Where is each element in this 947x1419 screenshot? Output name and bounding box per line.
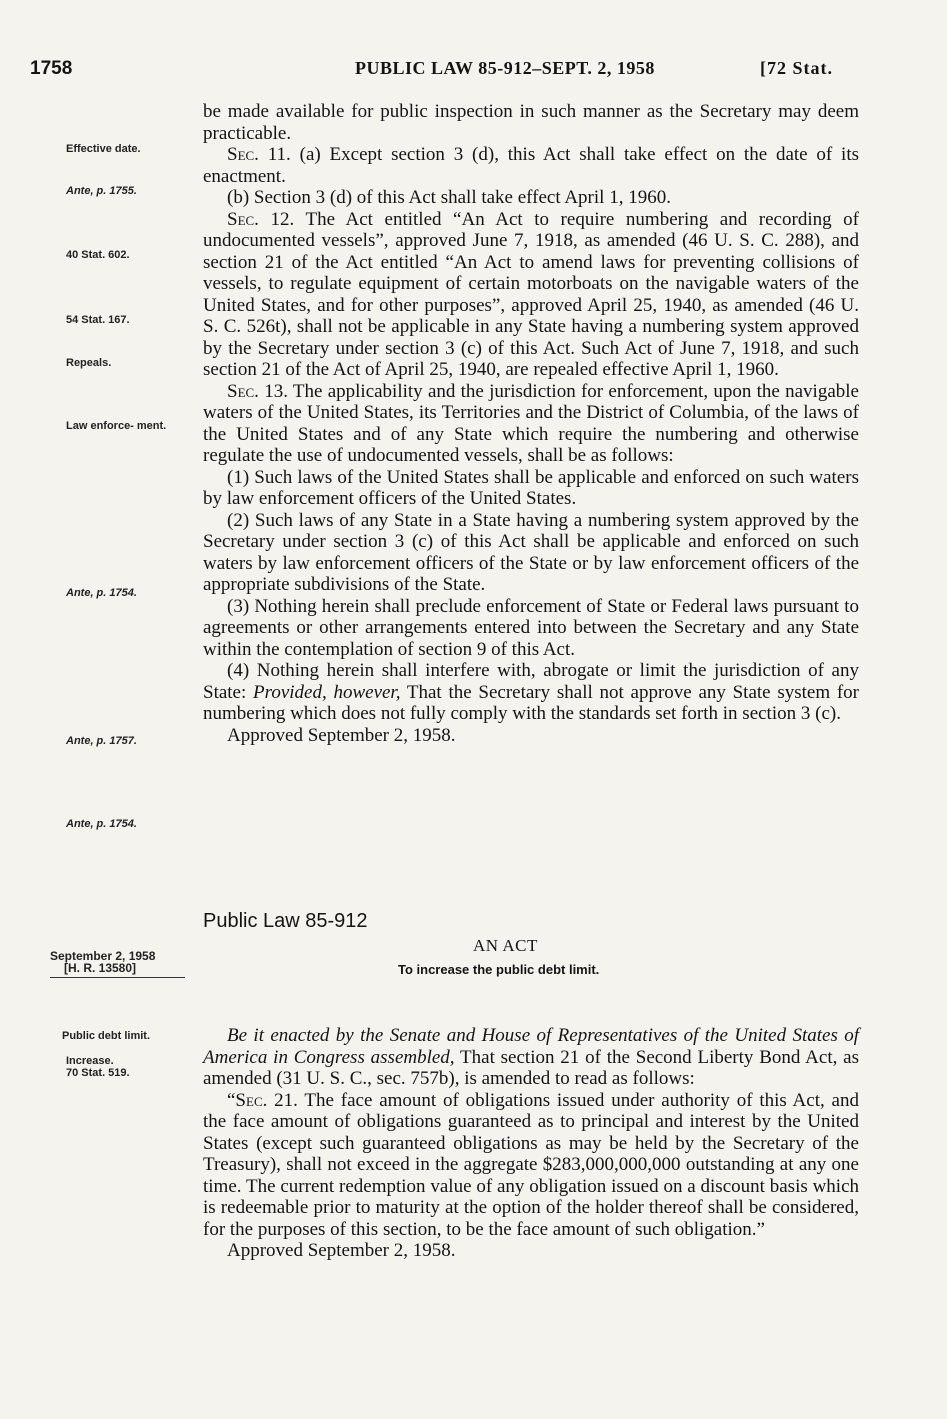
margin-note-increase: Increase. xyxy=(66,1055,114,1067)
margin-note-bill-date: September 2, 1958 xyxy=(50,949,156,963)
margin-note-effective-date: Effective date. xyxy=(66,143,141,155)
section-13-4-text-b: That the Secretary shall not approve any State system for numbering which does not fully comply with the standards set forth in section 3 (c). xyxy=(203,681,860,724)
section-21-label: “Sec. 21. xyxy=(227,1089,298,1111)
approval-line-2: Approved September 2, 1958. xyxy=(227,1240,456,1261)
approval-line-1: Approved September 2, 1958. xyxy=(227,724,456,746)
margin-note-ante-1755: Ante, p. 1755. xyxy=(66,185,137,197)
margin-note-repeals: Repeals. xyxy=(66,357,112,369)
section-21-text: The face amount of obligations issued under authority of this Act, and the face amount of obligations guaranteed as to principal and interest by the United States (except such guaranteed obligations as may be held by the Secretary of the Treasury), shall not exceed in the aggregate $283,000,000,000 outstanding at any one time. The current redemption value of any obligation issued on a discount basis which is redeemable prior to maturity at the option of the holder thereof shall be considered, for the purposes of this section, to be the face amount of such obligation.” xyxy=(203,1089,859,1240)
margin-note-public-debt: Public debt limit. xyxy=(62,1030,151,1042)
section-13-4 xyxy=(203,660,859,725)
margin-note-ante-1754-a: Ante, p. 1754. xyxy=(66,587,137,599)
page-number: 1758 xyxy=(30,58,73,79)
section-11b: (b) Section 3 (d) of this Act shall take effect April 1, 1960. xyxy=(227,187,671,208)
section-13-3: (3) Nothing herein shall preclude enforcement of State or Federal laws pursuant to agreements or other arrangements entered into between the Secretary and any State within the contemplation of section 9 of this Act. xyxy=(203,595,859,660)
margin-note-ante-1757: Ante, p. 1757. xyxy=(66,735,137,747)
section-12 xyxy=(203,209,859,381)
public-law-heading: Public Law 85-912 xyxy=(203,910,368,932)
margin-note-law-enforcement: Law enforce- ment. xyxy=(66,420,167,432)
margin-note-ante-1754-b: Ante, p. 1754. xyxy=(66,818,137,830)
enacting-formula: Be it enacted by the Senate and House of Representatives of the United States of America in Congress assembled, xyxy=(203,1025,859,1068)
section-13-text: The applicability and the jurisdiction for enforcement, upon the navigable waters of the United States, its Territories and the District of Columbia, of the laws of the United States and of any State which require the numbering and otherwise regulate the use of undocumented vessels, shall be as follows: xyxy=(203,380,859,466)
margin-note-bill-number: [H. R. 13580] xyxy=(64,961,137,975)
main-text-part1 xyxy=(203,101,859,746)
proviso: Provided, however, xyxy=(253,681,401,703)
page-header xyxy=(0,58,947,86)
section-13-4-text-a: (4) Nothing herein shall interfere with, abrogate or limit the jurisdiction of any State: xyxy=(203,660,859,703)
margin-note-40-stat: 40 Stat. 602. xyxy=(66,249,130,261)
section-11a xyxy=(203,144,859,187)
intro-paragraph: be made available for public inspection in such manner as the Secretary may deem practicable. xyxy=(203,101,859,144)
an-act-heading: AN ACT xyxy=(473,936,538,955)
enacting-rest: That section 21 of the Second Liberty Bond Act, as amended (31 U. S. C., sec. 757b), is amended to read as follows: xyxy=(203,1046,859,1089)
section-12-label: Sec. 12. xyxy=(227,208,295,230)
section-13-label: Sec. 13. xyxy=(227,380,288,402)
section-11-label: Sec. 11. xyxy=(227,144,291,165)
section-21 xyxy=(203,1090,859,1241)
section-13-2: (2) Such laws of any State in a State having a numbering system approved by the Secretary under section 3 (c) of this Act shall be applicable and enforced on such waters by law enforcement officers of the State or by law enforcement officers of the appropriate subdivisions of the State. xyxy=(203,509,859,595)
section-12-text: The Act entitled “An Act to require numbering and recording of undocumented vessels”, approved June 7, 1918, as amended (46 U. S. C. 288), and section 21 of the Act entitled “An Act to amend laws for preventing collisions of vessels, to regulate equipment of certain motorboats on the navigable waters of the United States, and for other purposes”, approved April 25, 1940, as amended (46 U. S. C. 526t), shall not be applicable in any State having a numbering system approved by the Secretary under section 3 (c) of this Act. Such Act of June 7, 1918, and such section 21 of the Act of April 25, 1940, are repealed effective April 1, 1960. xyxy=(203,208,859,380)
section-13-1: (1) Such laws of the United States shall be applicable and enforced on such waters by law enforcement officers of the United States. xyxy=(203,466,859,509)
act-subject: To increase the public debt limit. xyxy=(398,962,600,977)
margin-note-70-stat: 70 Stat. 519. xyxy=(66,1067,130,1079)
margin-note-54-stat: 54 Stat. 167. xyxy=(66,314,130,326)
main-text-part2 xyxy=(203,1025,859,1262)
margin-rule xyxy=(50,977,185,978)
section-13 xyxy=(203,381,859,467)
statute-volume: [72 Stat. xyxy=(760,58,833,78)
section-11a-text: (a) Except section 3 (d), this Act shall take effect on the date of its enactment. xyxy=(203,144,860,187)
enacting-clause xyxy=(203,1025,859,1090)
running-title: PUBLIC LAW 85-912–SEPT. 2, 1958 xyxy=(355,58,655,78)
